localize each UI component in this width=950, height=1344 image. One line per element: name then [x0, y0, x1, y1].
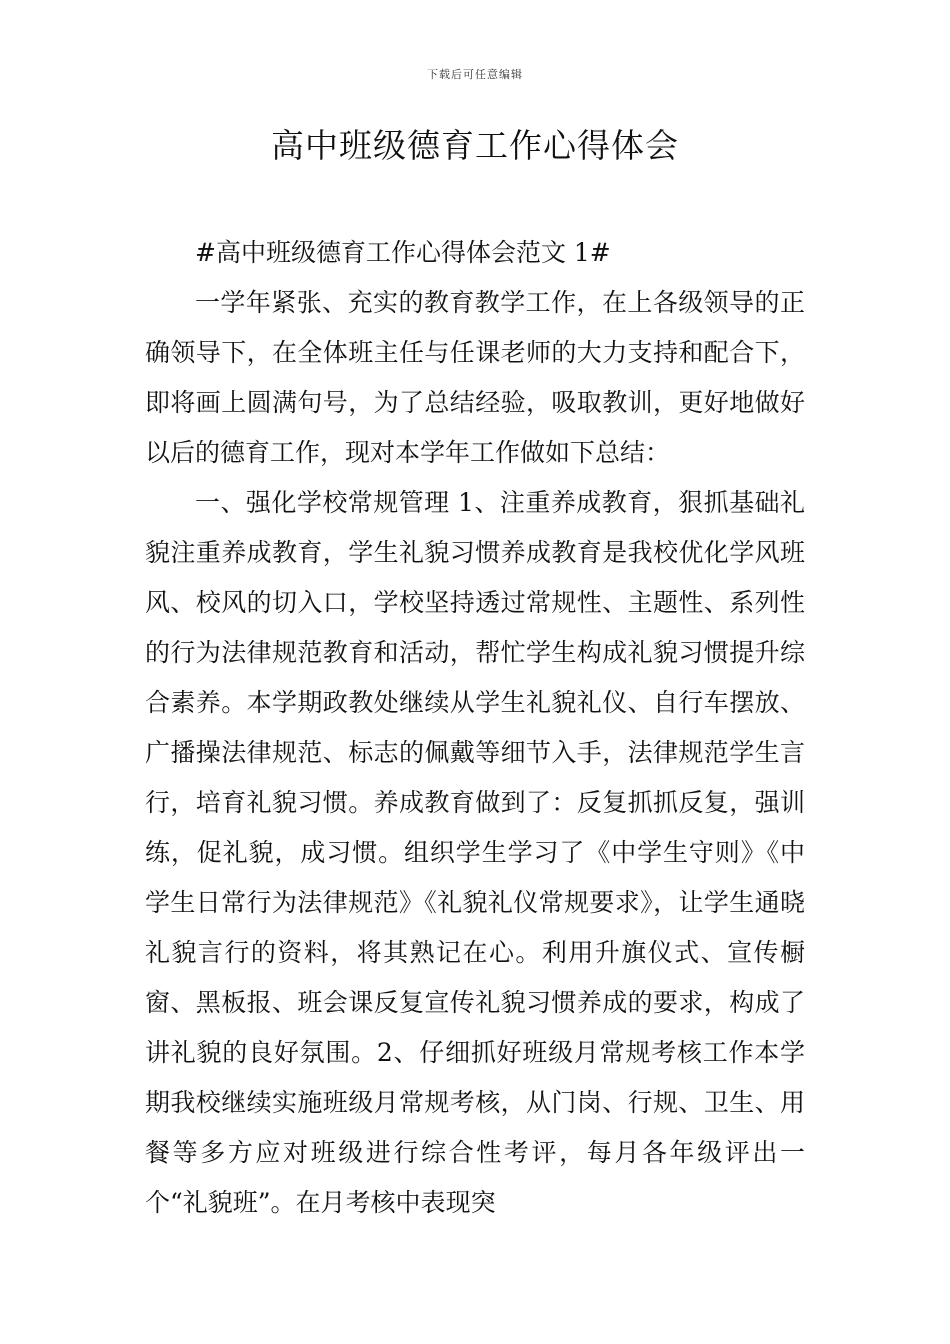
header-note: 下载后可任意编辑	[427, 68, 523, 81]
paragraph-2: 一、强化学校常规管理 1、注重养成教育，狠抓基础礼貌注重养成教育，学生礼貌习惯养成教育是我校优化学风班风、校风的切入口，学校坚持透过常规性、主题性、系列性的行为法律规范教育和活动，帮忙学生构成礼貌习惯提升综合素养。本学期政教处继续从学生礼貌礼仪、自行车摆放、广播操法律规范、标志的佩戴等细节入手，法律规范学生言行，培育礼貌习惯。养成教育做到了：反复抓抓反复，强训练，促礼貌，成习惯。组织学生学习了《中学生守则》《中学生日常行为法律规范》《礼貌礼仪常规要求》，让学生通晓礼貌言行的资料，将其熟记在心。利用升旗仪式、宣传橱窗、黑板报、班会课反复宣传礼貌习惯养成的要求，构成了讲礼貌的良好氛围。2、仔细抓好班级月常规考核工作本学期我校继续实施班级月常规考核，从门岗、行规、卫生、用餐等多方应对班级进行综合性考评，每月各年级评出一个“礼貌班”。在月考核中表现突	[145, 488, 805, 1217]
document-body	[145, 228, 805, 1228]
document-title: 高中班级德育工作心得体会	[271, 126, 679, 165]
section-heading: #高中班级德育工作心得体会范文 1#	[195, 238, 611, 267]
paragraph-1: 一学年紧张、充实的教育教学工作，在上各级领导的正确领导下，在全体班主任与任课老师的大力支持和配合下，即将画上圆满句号，为了总结经验，吸取教训，更好地做好以后的德育工作，现对本学年工作做如下总结：	[145, 288, 805, 467]
